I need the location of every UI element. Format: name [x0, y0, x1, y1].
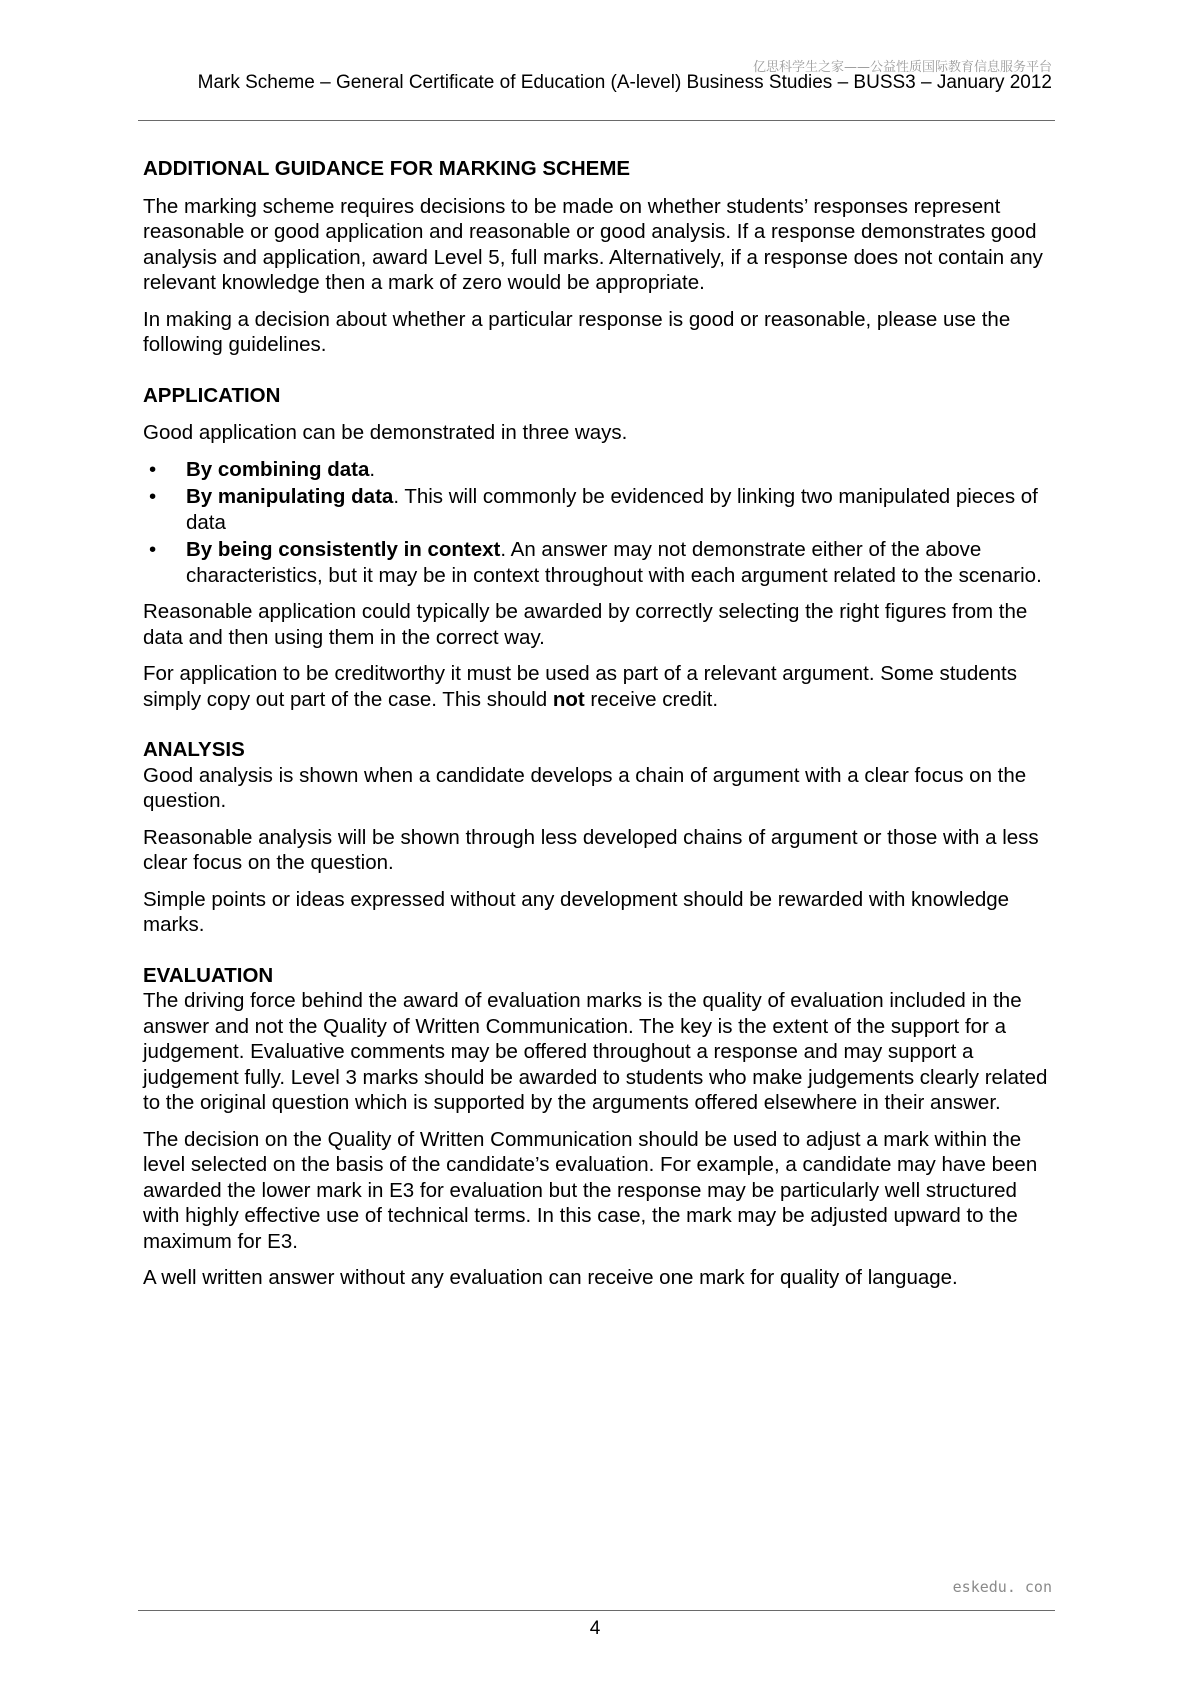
guidance-paragraph: In making a decision about whether a particular response is good or reasonable, please use the following guidelines. — [143, 307, 1011, 356]
application-paragraph — [143, 661, 1055, 712]
list-item — [143, 484, 1055, 535]
evaluation-paragraph: A well written answer without any evaluation can receive one mark for quality of language. — [143, 1266, 958, 1289]
emphasis-not: not — [552, 687, 585, 711]
bullet-bold-text: By manipulating data — [186, 485, 394, 508]
evaluation-paragraph: The driving force behind the award of evaluation marks is the quality of evaluation included in the answer and not the Quality of Written Communication. The key is the extent of the support for a judgement. Evaluative comments may be offered throughout a response and may support a judgement fully. Level 3 marks should be awarded to students who make judgements clearly related to the original question which is supported by the arguments offered elsewhere in their answer. — [143, 989, 1048, 1114]
bullet-icon: • — [149, 538, 157, 561]
bullet-text: . An answer may not demonstrate either of the above characteristics, but it may be in context throughout with each argument related to the scenario. — [186, 538, 1042, 587]
guidance-heading: ADDITIONAL GUIDANCE FOR MARKING SCHEME — [143, 157, 631, 180]
header-watermark: 亿思科学生之家——公益性质国际教育信息服务平台 — [752, 60, 1052, 75]
page-number: 4 — [589, 1618, 601, 1639]
bullet-bold-text: By being consistently in context — [186, 538, 501, 561]
guidance-paragraph: The marking scheme requires decisions to be made on whether students’ responses represent reasonable or good application and reasonable or good analysis. If a response demonstrates good analysis and application, award Level 5, full marks. Alternatively, if a response does not contain any relevant knowledge then a mark of zero would be appropriate. — [143, 194, 1043, 294]
bullet-text: . — [369, 457, 376, 481]
analysis-paragraph: Good analysis is shown when a candidate develops a chain of argument with a clear focus on the question. — [143, 763, 1027, 812]
application-heading: APPLICATION — [143, 383, 281, 407]
bullet-text: . This will commonly be evidenced by linking two manipulated pieces of data — [186, 485, 1038, 534]
application-bullet-list — [143, 457, 1055, 589]
bullet-icon: • — [149, 457, 157, 481]
bullet-bold-text: By combining data — [186, 457, 370, 481]
document-body — [143, 156, 1055, 1302]
application-text: For application to be creditworthy it must be used as part of a relevant argument. Some students simply copy out part of the case. This should — [143, 662, 1017, 711]
header-rule — [138, 120, 1055, 121]
evaluation-paragraph: The decision on the Quality of Written Communication should be used to adjust a mark within the level selected on the basis of the candidate’s evaluation. For example, a candidate may have been awarded the lower mark in E3 for evaluation but the response may be particularly well structured with highly effective use of technical terms. In this case, the mark may be adjusted upward to the maximum for E3. — [143, 1127, 1038, 1253]
running-header: Mark Scheme – General Certificate of Education (A-level) Business Studies – BUSS3 – January 2012 — [197, 72, 1052, 93]
application-text: receive credit. — [584, 687, 719, 711]
analysis-paragraph: Reasonable analysis will be shown through less developed chains of argument or those with a less clear focus on the question. — [143, 825, 1039, 874]
evaluation-heading: EVALUATION — [143, 963, 274, 987]
footer-rule — [138, 1610, 1055, 1611]
list-item — [143, 457, 1055, 483]
analysis-heading: ANALYSIS — [143, 738, 245, 761]
application-intro: Good application can be demonstrated in three ways. — [143, 421, 628, 444]
list-item — [143, 537, 1055, 588]
analysis-paragraph: Simple points or ideas expressed without any development should be rewarded with knowledge marks. — [143, 887, 1010, 936]
bullet-icon: • — [149, 485, 157, 508]
application-paragraph: Reasonable application could typically be awarded by correctly selecting the right figures from the data and then using them in the correct way. — [143, 600, 1028, 649]
footer-watermark: eskedu. con — [952, 1578, 1052, 1596]
